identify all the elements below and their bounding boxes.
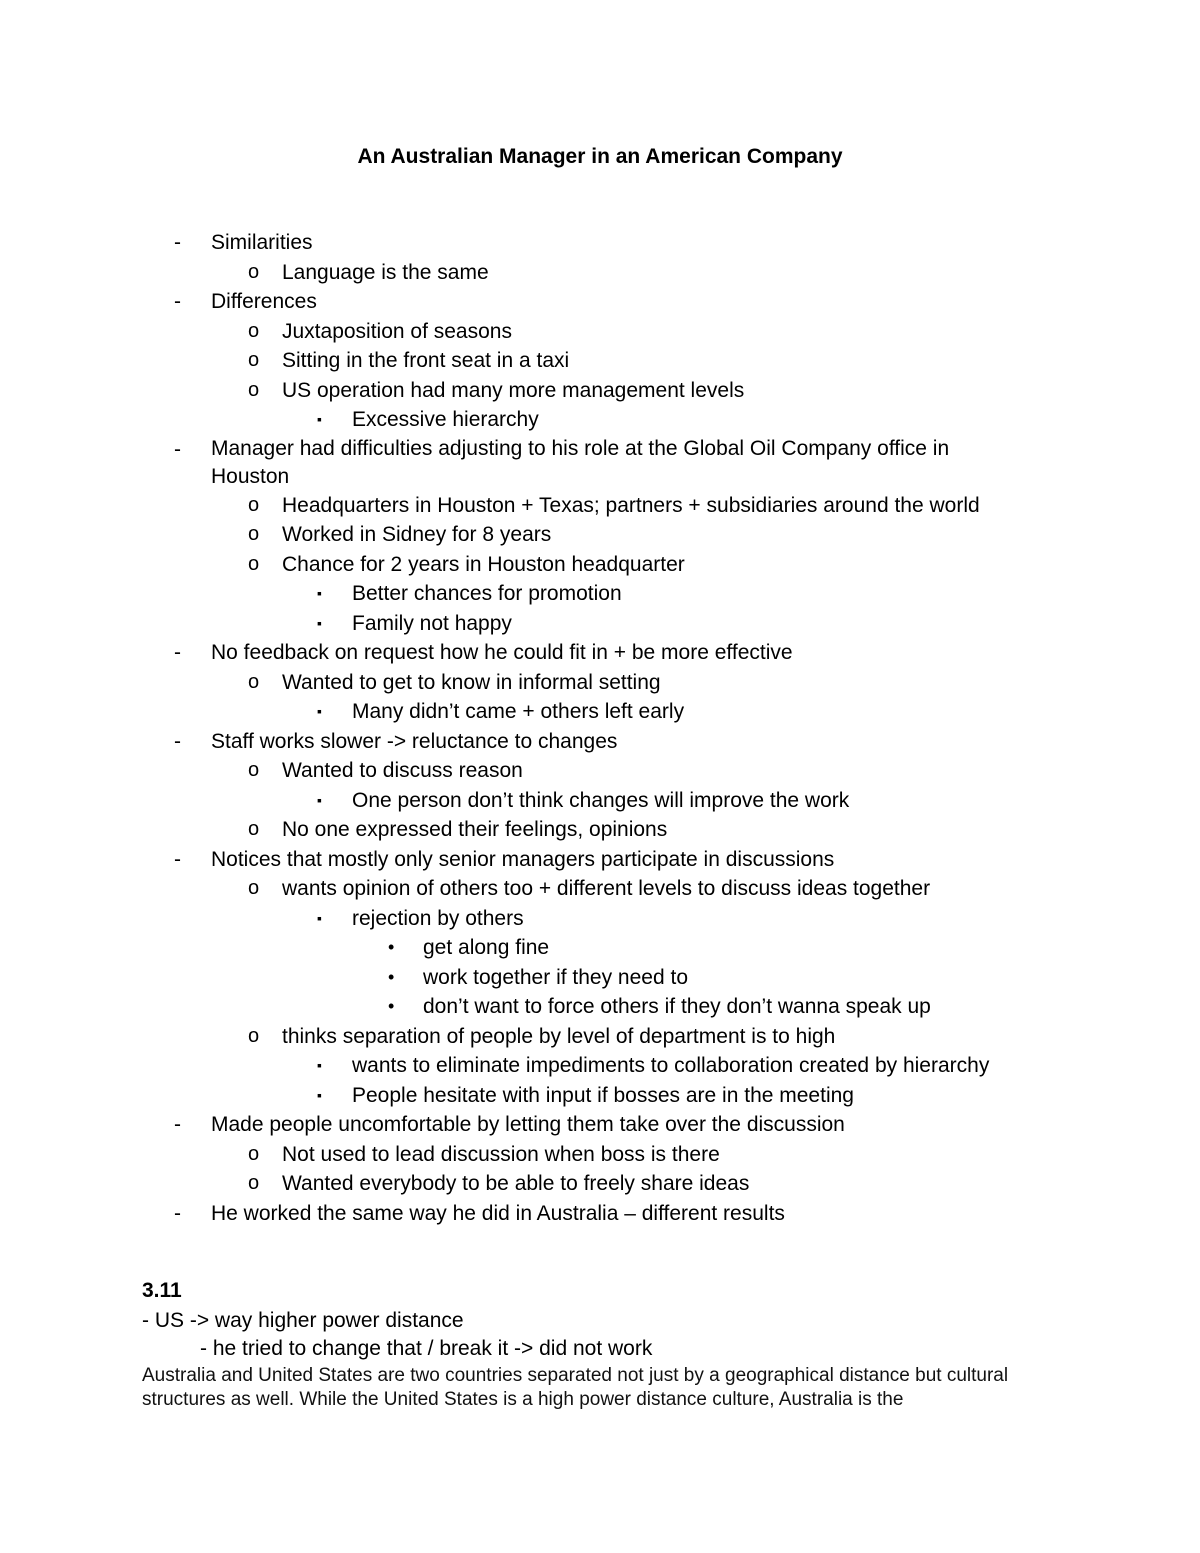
outline-item-text: One person don’t think changes will improve the work — [352, 788, 850, 812]
square-bullet-icon: ▪ — [317, 791, 322, 808]
outline-item-level-2 — [0, 1169, 1200, 1199]
dash-marker: - — [174, 231, 181, 254]
outline-item-text: wants opinion of others too + different levels to discuss ideas together — [282, 877, 931, 900]
outline-item-level-2 — [0, 874, 1200, 904]
outline-item-text: Many didn’t came + others left early — [352, 700, 685, 723]
round-bullet-icon: • — [388, 937, 395, 957]
circle-bullet-icon: o — [248, 1172, 260, 1194]
outline-item-level-2 — [0, 258, 1200, 288]
outline-item-level-2 — [0, 815, 1200, 845]
outline-item-text: Not used to lead discussion when boss is there — [282, 1142, 720, 1166]
outline-item-level-1 — [0, 845, 1200, 875]
outline-item-text: Wanted to get to know in informal setting — [282, 670, 661, 694]
outline-item-text: Family not happy — [352, 611, 512, 635]
circle-bullet-icon: o — [248, 1024, 260, 1047]
body-paragraph: Australia and United States are two countries separated not just by a geographical distance but cultural structures as well. While the United States is a high power distance culture, Australia is the — [142, 1365, 1009, 1410]
outline-item-level-3 — [0, 786, 1200, 816]
outline-item-level-3 — [0, 904, 1200, 934]
outline-item-level-3 — [0, 697, 1200, 727]
square-bullet-icon: ▪ — [317, 1086, 322, 1103]
round-bullet-icon: • — [388, 996, 395, 1016]
circle-bullet-icon: o — [248, 670, 260, 693]
dash-marker: - — [174, 290, 181, 313]
outline-item-text: Wanted to discuss reason — [282, 759, 523, 782]
outline-item-text: People hesitate with input if bosses are in the meeting — [352, 1083, 854, 1107]
outline-item-level-1 — [0, 228, 1200, 258]
outline-item-text: Similarities — [211, 231, 313, 254]
outline-item-text: Sitting in the front seat in a taxi — [282, 349, 570, 372]
outline-item-level-2 — [0, 756, 1200, 786]
outline-item-text: Headquarters in Houston + Texas; partners + subsidiaries around the world — [282, 493, 980, 517]
outline-item-level-2 — [0, 520, 1200, 550]
square-bullet-icon: ▪ — [317, 909, 322, 926]
circle-bullet-icon: o — [248, 493, 260, 516]
outline-item-text: Language is the same — [282, 260, 489, 284]
circle-bullet-icon: o — [248, 523, 260, 545]
outline-item-text: No one expressed their feelings, opinions — [282, 818, 668, 841]
outline-item-text: Notices that mostly only senior managers participate in discussions — [211, 847, 835, 871]
dash-marker: - — [174, 729, 181, 753]
outline-item-text: work together if they need to — [423, 965, 688, 989]
circle-bullet-icon: o — [248, 260, 260, 283]
dash-marker: - — [174, 847, 181, 871]
outline-item-text: Differences — [211, 290, 317, 313]
outline-item-level-1 — [0, 1199, 1200, 1229]
outline-item-level-2 — [0, 317, 1200, 347]
outline-item-text: Chance for 2 years in Houston headquarter — [282, 552, 685, 576]
outline-item-level-3 — [0, 405, 1200, 435]
dash-marker: - — [174, 1113, 181, 1136]
outline-item-text: US operation had many more management levels — [282, 378, 745, 402]
outline-item-level-1 — [0, 287, 1200, 317]
outline-item-text: wants to eliminate impediments to collaboration created by hierarchy — [352, 1054, 990, 1077]
outline-item-level-2 — [0, 550, 1200, 580]
section-number: 3.11 — [142, 1279, 182, 1302]
circle-bullet-icon: o — [248, 378, 260, 401]
outline-item-level-3 — [0, 1081, 1200, 1111]
round-bullet-icon: • — [388, 966, 395, 987]
outline-item-level-2 — [0, 1140, 1200, 1170]
section-note-2: - he tried to change that / break it -> did not work — [200, 1337, 653, 1360]
outline-item-level-3 — [0, 1051, 1200, 1081]
circle-bullet-icon: o — [248, 1142, 260, 1165]
notes-outline — [0, 228, 1200, 1228]
outline-item-text: Excessive hierarchy — [352, 408, 539, 431]
outline-item-level-2 — [0, 376, 1200, 406]
outline-item-level-1 — [0, 435, 1200, 491]
square-bullet-icon: ▪ — [317, 585, 322, 601]
square-bullet-icon: ▪ — [317, 703, 322, 719]
outline-item-level-2 — [0, 1022, 1200, 1052]
outline-item-text: Staff works slower -> reluctance to changes — [211, 729, 618, 753]
outline-item-level-1 — [0, 1110, 1200, 1140]
outline-item-text: don’t want to force others if they don’t wanna speak up — [423, 995, 931, 1018]
outline-item-level-2 — [0, 491, 1200, 521]
outline-item-text: Better chances for promotion — [352, 582, 622, 605]
dash-marker: - — [174, 641, 181, 664]
circle-bullet-icon: o — [248, 552, 260, 575]
circle-bullet-icon: o — [248, 818, 260, 840]
square-bullet-icon: ▪ — [317, 1057, 322, 1073]
circle-bullet-icon: o — [248, 877, 260, 899]
outline-item-level-1 — [0, 727, 1200, 757]
outline-item-text: Worked in Sidney for 8 years — [282, 523, 552, 546]
circle-bullet-icon: o — [248, 349, 260, 371]
outline-item-text: No feedback on request how he could fit in + be more effective — [211, 641, 793, 664]
outline-item-text: rejection by others — [352, 906, 524, 930]
section-note-1: - US -> way higher power distance — [142, 1309, 464, 1332]
dash-marker: - — [174, 437, 181, 461]
circle-bullet-icon: o — [248, 759, 260, 781]
outline-item-level-4 — [0, 992, 1200, 1022]
outline-item-text: Manager had difficulties adjusting to his role at the Global Oil Company office in Houston — [211, 436, 950, 488]
outline-item-level-1 — [0, 638, 1200, 668]
outline-item-text: thinks separation of people by level of department is to high — [282, 1024, 836, 1048]
outline-item-level-2 — [0, 668, 1200, 698]
circle-bullet-icon: o — [248, 319, 260, 342]
outline-item-text: get along fine — [423, 936, 550, 959]
outline-item-text: He worked the same way he did in Australia – different results — [211, 1201, 785, 1225]
outline-item-level-4 — [0, 933, 1200, 963]
outline-item-level-4 — [0, 963, 1200, 993]
square-bullet-icon: ▪ — [317, 614, 322, 631]
outline-item-text: Wanted everybody to be able to freely share ideas — [282, 1172, 750, 1195]
outline-item-level-3 — [0, 579, 1200, 609]
document-title: An Australian Manager in an American Company — [357, 145, 843, 168]
outline-item-level-2 — [0, 346, 1200, 376]
outline-item-text: Juxtaposition of seasons — [282, 319, 512, 343]
dash-marker: - — [174, 1201, 181, 1225]
outline-item-text: Made people uncomfortable by letting them take over the discussion — [211, 1113, 845, 1136]
square-bullet-icon: ▪ — [317, 411, 322, 427]
outline-item-level-3 — [0, 609, 1200, 639]
